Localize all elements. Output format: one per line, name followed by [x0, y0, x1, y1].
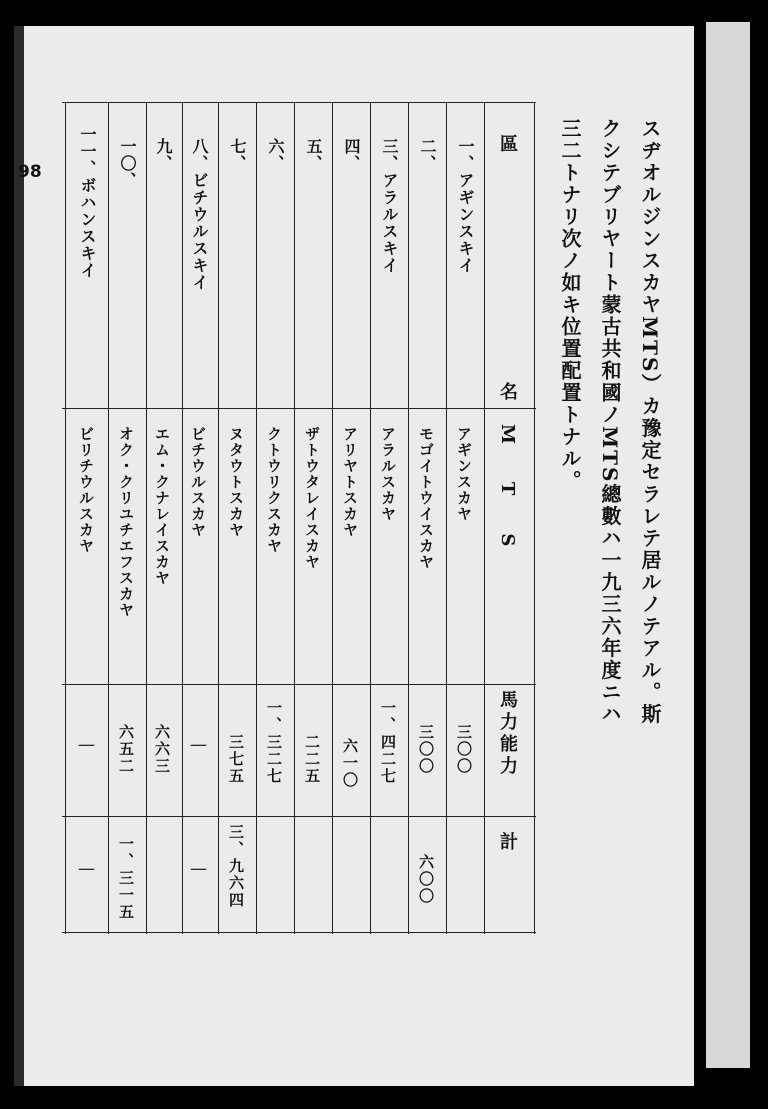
- row-separator: [294, 102, 295, 934]
- name-mts-rule: [62, 408, 536, 409]
- table-top-rule: [62, 102, 536, 103]
- row-mts-name: クトウリクスカヤ: [265, 426, 283, 554]
- adjacent-page-edge: [706, 22, 750, 1068]
- row-total: 一、三一五: [117, 836, 135, 921]
- prose-line-1: スヂオルジンスカヤMTS）カ豫定セラレテ居ルノテアル。斯: [638, 118, 662, 726]
- row-separator: [446, 102, 447, 934]
- row-mts-name: ビチウルスカヤ: [189, 426, 207, 538]
- header-horsepower: 馬力能力: [497, 690, 518, 778]
- header-district: 區: [497, 134, 518, 152]
- row-district: 一、アギンスキイ: [456, 138, 475, 274]
- header-total: 計: [497, 832, 518, 850]
- table-bottom-rule: [62, 932, 536, 933]
- row-district: 一〇、: [118, 138, 137, 189]
- row-district: 四、: [342, 138, 361, 172]
- row-district: 三、アラルスキイ: [380, 138, 399, 274]
- prose-line-2: クシテブリヤート蒙古共和國ノMTS總數ハ一九三六年度ニハ: [598, 118, 622, 726]
- row-district: 五、: [304, 138, 323, 172]
- row-total: ｜: [77, 862, 95, 879]
- row-horsepower: 一、三二七: [265, 700, 283, 785]
- row-mts-name: アリヤトスカヤ: [341, 426, 359, 538]
- row-horsepower: 六六三: [153, 724, 171, 775]
- row-horsepower: ｜: [189, 738, 207, 755]
- hp-total-rule: [62, 816, 536, 817]
- row-horsepower: 三〇〇: [417, 724, 435, 775]
- row-district: 九、: [154, 138, 173, 172]
- row-horsepower: 一、四二七: [379, 700, 397, 785]
- row-mts-name: ビリチウルスカヤ: [77, 426, 95, 554]
- row-separator: [108, 102, 109, 934]
- mts-table: [62, 102, 536, 934]
- row-separator: [256, 102, 257, 934]
- row-total: 三、九六四: [227, 824, 245, 909]
- row-mts-name: アラルスカヤ: [379, 426, 397, 522]
- row-mts-name: エム・クナレイスカヤ: [153, 426, 171, 586]
- row-mts-name: アギンスカヤ: [455, 426, 473, 522]
- header-separator: [484, 102, 485, 934]
- table-left-border: [65, 102, 66, 934]
- row-mts-name: ザトウタレイスカヤ: [303, 426, 321, 570]
- row-separator: [146, 102, 147, 934]
- row-separator: [370, 102, 371, 934]
- row-horsepower: 二二五: [303, 734, 321, 785]
- row-horsepower: 三七五: [227, 734, 245, 785]
- row-separator: [218, 102, 219, 934]
- row-separator: [182, 102, 183, 934]
- mts-hp-rule: [62, 684, 536, 685]
- row-district: 七、: [228, 138, 247, 172]
- header-mts: M T S: [497, 424, 518, 557]
- row-horsepower: 三〇〇: [455, 724, 473, 775]
- row-separator: [332, 102, 333, 934]
- header-name: 名: [497, 382, 518, 400]
- row-horsepower: 六五二: [117, 724, 135, 775]
- row-mts-name: オク・クリユチエフスカヤ: [117, 426, 135, 618]
- table-right-border: [534, 102, 535, 934]
- prose-line-3: 三二トナリ次ノ如キ位置配置トナル。: [558, 118, 582, 492]
- row-district: 二、: [418, 138, 437, 172]
- row-mts-name: モゴイトウイスカヤ: [417, 426, 435, 570]
- row-district: 八、ビチウルスキイ: [190, 138, 209, 291]
- row-mts-name: ヌタウトスカヤ: [227, 426, 245, 538]
- row-horsepower: 六一〇: [341, 738, 359, 789]
- row-total: ｜: [189, 862, 207, 879]
- row-district: 一一、ボハンスキイ: [78, 126, 97, 279]
- row-horsepower: ｜: [77, 738, 95, 755]
- row-district: 六、: [266, 138, 285, 172]
- row-separator: [408, 102, 409, 934]
- page-number: 98: [18, 162, 42, 182]
- row-total: 六〇〇: [417, 854, 435, 905]
